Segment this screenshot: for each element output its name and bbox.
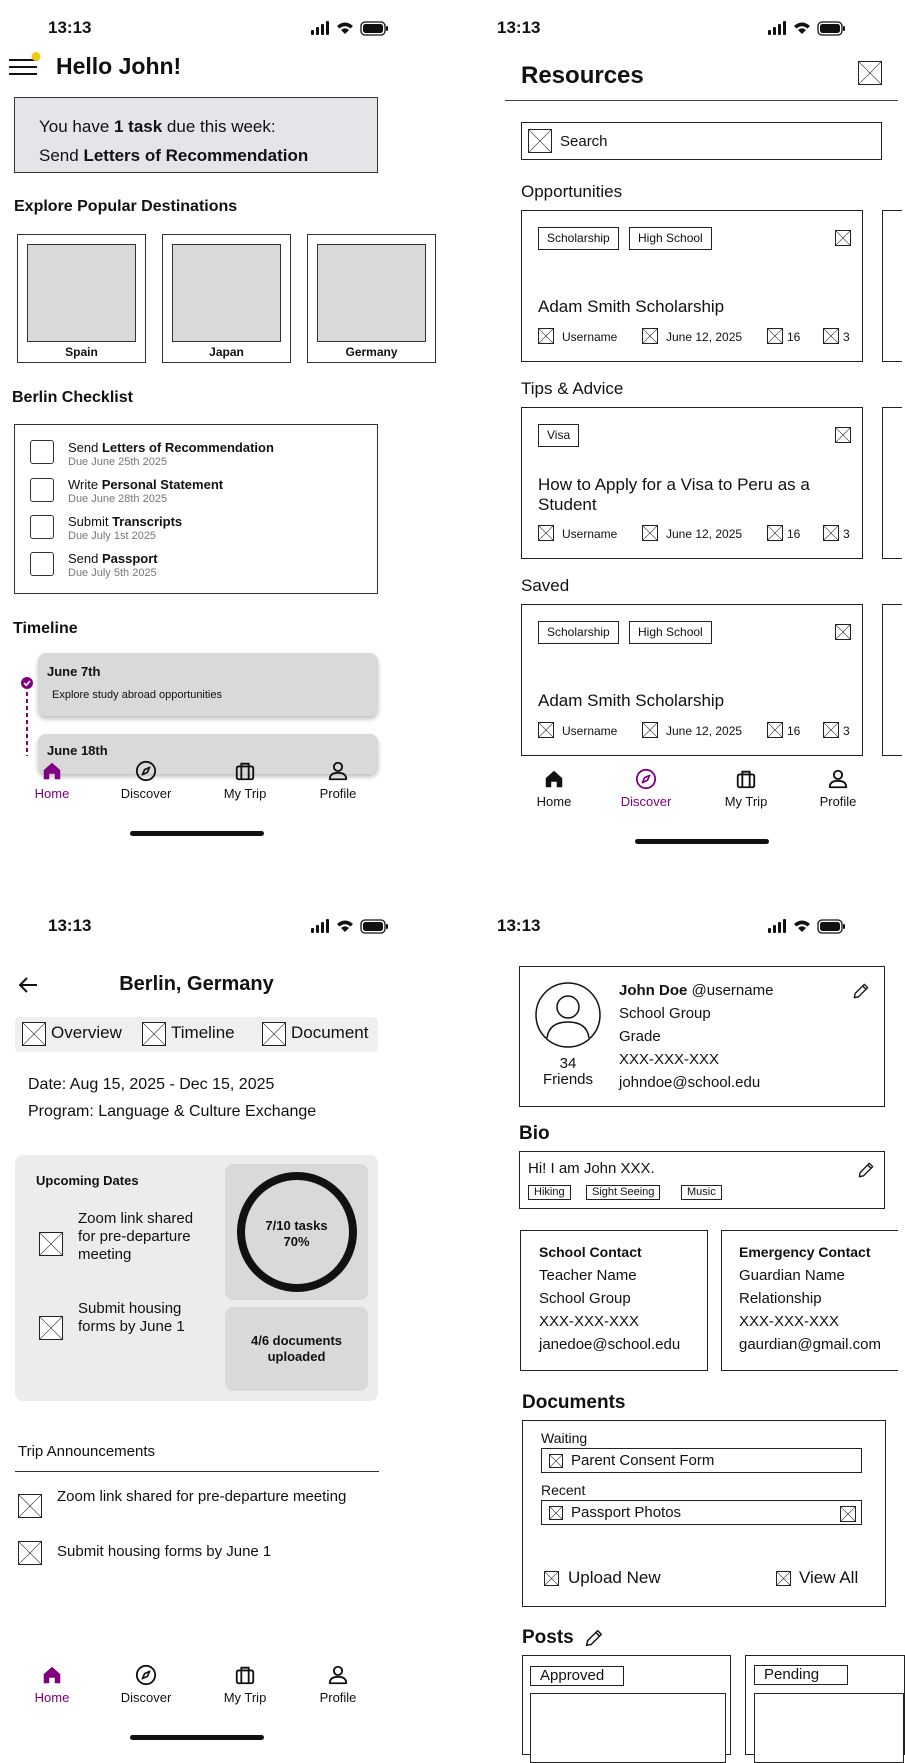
bio-box	[519, 1151, 885, 1209]
page-title: Berlin, Germany	[119, 973, 274, 995]
bookmark-icon[interactable]	[835, 427, 851, 443]
announcements-heading: Trip Announcements	[18, 1443, 156, 1460]
upcoming-item[interactable]: Zoom link shared for pre-departure meeting	[78, 1210, 194, 1263]
destination-image	[27, 244, 136, 342]
bio-heading: Bio	[519, 1123, 550, 1144]
overview-icon	[22, 1022, 46, 1046]
upload-new-button[interactable]: Upload New	[568, 1568, 661, 1587]
home-indicator	[130, 1735, 264, 1740]
contact-title: School Contact	[539, 1244, 642, 1260]
card-likes: 16	[787, 330, 801, 344]
destination-label: Japan	[209, 345, 244, 359]
contact-line: School Group	[539, 1290, 631, 1307]
tag[interactable]: High School	[629, 621, 712, 644]
destination-label: Spain	[65, 345, 98, 359]
documents-heading: Documents	[522, 1392, 626, 1413]
status-time: 13:13	[497, 18, 541, 37]
card-username: Username	[562, 724, 618, 738]
nav-profile[interactable]: Profile	[793, 768, 883, 809]
bio-text: Hi! I am John XXX.	[528, 1160, 655, 1177]
nav-my-trip[interactable]: My Trip	[701, 768, 791, 809]
card-comments: 3	[843, 527, 850, 541]
like-icon[interactable]	[767, 722, 783, 738]
interest-pill: Hiking	[528, 1185, 571, 1200]
task-name: Letters of Recommendation	[83, 146, 309, 165]
checklist-checkbox[interactable]	[30, 440, 54, 464]
compass-icon	[135, 760, 157, 782]
tag[interactable]: Scholarship	[538, 621, 619, 644]
nav-profile[interactable]: Profile	[293, 1664, 383, 1705]
checklist-checkbox[interactable]	[30, 478, 54, 502]
tab-overview[interactable]: Overview	[51, 1023, 122, 1042]
search-placeholder: Search	[560, 133, 608, 150]
document-icon	[549, 1506, 563, 1520]
contact-title: Emergency Contact	[739, 1244, 871, 1260]
nav-home[interactable]: Home	[7, 1664, 97, 1705]
close-icon[interactable]	[858, 61, 882, 85]
home-screen	[0, 0, 449, 874]
status-time: 13:13	[48, 18, 92, 37]
destination-image	[172, 244, 281, 342]
nav-home[interactable]: Home	[7, 760, 97, 801]
timeline-heading: Timeline	[13, 620, 78, 637]
approved-posts-panel	[522, 1655, 731, 1755]
interest-pill: Music	[681, 1185, 722, 1200]
interest-pill: Sight Seeing	[586, 1185, 660, 1200]
post-placeholder[interactable]	[530, 1693, 726, 1763]
checklist-item: Write Personal Statement Due June 28th 2025	[68, 477, 224, 505]
section-heading: Tips & Advice	[521, 379, 624, 398]
profile-icon	[327, 1664, 349, 1686]
task-prefix: You have	[39, 117, 114, 136]
document-icon	[549, 1454, 563, 1468]
document-name: Parent Consent Form	[571, 1452, 715, 1469]
status-time: 13:13	[48, 916, 92, 935]
card-username: Username	[562, 330, 618, 344]
destination-card-spain[interactable]	[17, 234, 146, 363]
trip-dates: Date: Aug 15, 2025 - Dec 15, 2025	[28, 1076, 275, 1093]
timeline-list[interactable]	[0, 650, 449, 758]
announcement-item[interactable]: Submit housing forms by June 1	[57, 1543, 272, 1560]
nav-discover[interactable]: Discover	[601, 768, 691, 809]
card-title: Adam Smith Scholarship	[538, 691, 725, 710]
search-input[interactable]	[521, 122, 882, 160]
view-all-button[interactable]: View All	[799, 1568, 859, 1587]
nav-profile[interactable]: Profile	[293, 760, 383, 801]
next-card-peek[interactable]	[882, 407, 902, 559]
edit-profile-icon[interactable]	[851, 981, 871, 1001]
status-bar	[449, 916, 898, 938]
task-verb: Send	[39, 146, 84, 165]
contact-line: Relationship	[739, 1290, 822, 1307]
timeline-dot-icon	[20, 676, 34, 756]
approved-tab[interactable]: Approved	[530, 1666, 624, 1686]
upcoming-heading: Upcoming Dates	[36, 1173, 139, 1188]
like-icon[interactable]	[767, 328, 783, 344]
profile-icon	[327, 760, 349, 782]
timeline-date: June 7th	[47, 664, 101, 679]
tag[interactable]: High School	[629, 227, 712, 250]
destination-image	[317, 244, 426, 342]
document-icon	[262, 1022, 286, 1046]
destination-card-japan[interactable]	[162, 234, 291, 363]
card-username: Username	[562, 527, 618, 541]
comment-icon[interactable]	[823, 722, 839, 738]
view-all-icon	[776, 1571, 791, 1586]
announcement-item[interactable]: Zoom link shared for pre-departure meeting	[57, 1488, 347, 1505]
profile-icon	[827, 768, 849, 790]
briefcase-icon	[234, 1664, 256, 1686]
bookmark-icon[interactable]	[835, 230, 851, 246]
tab-document[interactable]: Document	[291, 1023, 369, 1042]
profile-phone: XXX-XXX-XXX	[619, 1051, 720, 1068]
status-icons	[311, 21, 391, 37]
greeting-title: Hello John!	[56, 53, 182, 79]
section-heading: Saved	[521, 576, 570, 595]
section-heading: Opportunities	[521, 182, 623, 201]
like-icon[interactable]	[767, 525, 783, 541]
next-card-peek[interactable]	[882, 604, 902, 756]
hamburger-menu-icon[interactable]	[9, 54, 39, 78]
trip-tabs	[15, 1017, 378, 1052]
trip-program: Program: Language & Culture Exchange	[28, 1103, 317, 1120]
berlin-checklist	[14, 424, 378, 594]
contact-line: Guardian Name	[739, 1267, 845, 1284]
nav-my-trip[interactable]: My Trip	[200, 760, 290, 801]
bottom-nav	[0, 1664, 449, 1714]
upcoming-panel	[15, 1155, 378, 1401]
checklist-item: Submit Transcripts Due July 1st 2025	[68, 514, 183, 542]
status-bar	[0, 916, 449, 938]
status-bar	[0, 18, 449, 40]
compass-icon	[635, 768, 657, 790]
posts-heading: Posts	[522, 1627, 574, 1648]
document-name: Passport Photos	[571, 1504, 682, 1521]
task-suffix: due this week:	[162, 117, 276, 136]
checklist-heading: Berlin Checklist	[12, 389, 133, 406]
friends-count[interactable]: 34 Friends	[542, 1055, 594, 1088]
destinations-carousel[interactable]	[0, 220, 398, 370]
tab-timeline[interactable]: Timeline	[171, 1023, 235, 1042]
status-icons	[768, 919, 848, 935]
checklist-item: Send Passport Due July 5th 2025	[68, 551, 158, 579]
avatar-icon[interactable]	[535, 982, 601, 1048]
destination-card-germany[interactable]	[307, 234, 436, 363]
card-comments: 3	[843, 330, 850, 344]
post-placeholder[interactable]	[754, 1693, 904, 1763]
card-comments: 3	[843, 724, 850, 738]
page-title: Resources	[521, 62, 644, 89]
recent-label: Recent	[541, 1482, 586, 1498]
event-icon	[39, 1232, 63, 1256]
contact-line: XXX-XXX-XXX	[539, 1313, 640, 1330]
card-title: How to Apply for a Visa to Peru as a Student	[538, 475, 810, 514]
profile-email: johndoe@school.edu	[619, 1074, 761, 1091]
pending-posts-panel	[745, 1655, 905, 1755]
tasks-progress-label: 7/10 tasks 70%	[265, 1218, 328, 1249]
edit-posts-icon[interactable]	[583, 1627, 605, 1649]
comment-icon[interactable]	[823, 328, 839, 344]
weekly-task-banner[interactable]	[14, 97, 378, 173]
profile-card	[519, 966, 885, 1107]
search-icon	[528, 129, 552, 153]
contact-line: janedoe@school.edu	[539, 1336, 681, 1353]
timeline-date: June 18th	[47, 743, 108, 758]
card-title: Adam Smith Scholarship	[538, 297, 725, 316]
avatar-icon	[538, 722, 554, 738]
profile-school-group: School Group	[619, 1005, 711, 1022]
documents-progress-label: 4/6 documents uploaded	[250, 1333, 343, 1364]
destinations-heading: Explore Popular Destinations	[14, 198, 238, 215]
task-count: 1 task	[114, 117, 163, 136]
next-card-peek[interactable]	[882, 210, 902, 362]
profile-grade: Grade	[619, 1028, 661, 1045]
status-icons	[311, 919, 391, 935]
title-divider	[505, 100, 898, 101]
card-date: June 12, 2025	[666, 527, 743, 541]
briefcase-icon	[735, 768, 757, 790]
waiting-document[interactable]	[541, 1448, 862, 1473]
card-likes: 16	[787, 527, 801, 541]
timeline-text: Explore study abroad opportunities	[52, 689, 222, 701]
briefcase-icon	[234, 760, 256, 782]
announcement-icon	[18, 1494, 42, 1518]
emergency-contact-card	[721, 1230, 898, 1371]
contact-line: Teacher Name	[539, 1267, 637, 1284]
card-date: June 12, 2025	[666, 330, 743, 344]
status-bar	[449, 18, 898, 40]
nav-my-trip[interactable]: My Trip	[200, 1664, 290, 1705]
profile-name-line: John Doe @username	[619, 982, 774, 999]
tag[interactable]: Visa	[538, 424, 579, 447]
checklist-item: Send Letters of Recommendation Due June 25th 2025	[68, 440, 274, 468]
resource-card[interactable]	[521, 210, 863, 362]
bottom-nav	[0, 760, 449, 810]
resource-card[interactable]	[521, 604, 863, 756]
upcoming-item[interactable]: Submit housing forms by June 1	[78, 1300, 185, 1335]
timeline-icon	[142, 1022, 166, 1046]
documents-box	[522, 1420, 886, 1607]
contact-line: XXX-XXX-XXX	[739, 1313, 840, 1330]
home-icon	[543, 768, 565, 790]
calendar-icon	[642, 722, 658, 738]
home-indicator	[635, 839, 769, 844]
card-date: June 12, 2025	[666, 724, 743, 738]
nav-discover[interactable]: Discover	[101, 760, 191, 801]
pending-tab[interactable]: Pending	[754, 1665, 848, 1685]
documents-progress-card[interactable]	[225, 1307, 368, 1391]
home-icon	[41, 1664, 63, 1686]
nav-discover[interactable]: Discover	[101, 1664, 191, 1705]
calendar-icon	[642, 328, 658, 344]
home-icon	[41, 760, 63, 782]
checklist-checkbox[interactable]	[30, 552, 54, 576]
waiting-label: Waiting	[541, 1430, 588, 1446]
contact-line: gaurdian@gmail.com	[739, 1336, 881, 1353]
calendar-icon	[642, 525, 658, 541]
edit-bio-icon[interactable]	[856, 1160, 876, 1180]
more-icon[interactable]	[840, 1506, 856, 1522]
timeline-card[interactable]	[38, 653, 378, 716]
recent-document[interactable]	[541, 1500, 862, 1525]
upload-icon	[544, 1571, 559, 1586]
status-time: 13:13	[497, 916, 541, 935]
announcements-divider	[15, 1471, 379, 1472]
compass-icon	[135, 1664, 157, 1686]
school-contact-card	[520, 1230, 708, 1371]
tag[interactable]: Scholarship	[538, 227, 619, 250]
avatar-icon	[538, 525, 554, 541]
avatar-icon	[538, 328, 554, 344]
home-indicator	[130, 831, 264, 836]
tasks-progress-card[interactable]	[225, 1164, 368, 1300]
destination-label: Germany	[345, 345, 398, 359]
nav-home[interactable]: Home	[509, 768, 599, 809]
bottom-nav	[509, 768, 898, 818]
status-icons	[768, 21, 848, 37]
checklist-checkbox[interactable]	[30, 515, 54, 539]
bookmark-icon[interactable]	[835, 624, 851, 640]
resource-card[interactable]	[521, 407, 863, 559]
card-likes: 16	[787, 724, 801, 738]
event-icon	[39, 1316, 63, 1340]
comment-icon[interactable]	[823, 525, 839, 541]
announcement-icon	[18, 1541, 42, 1565]
